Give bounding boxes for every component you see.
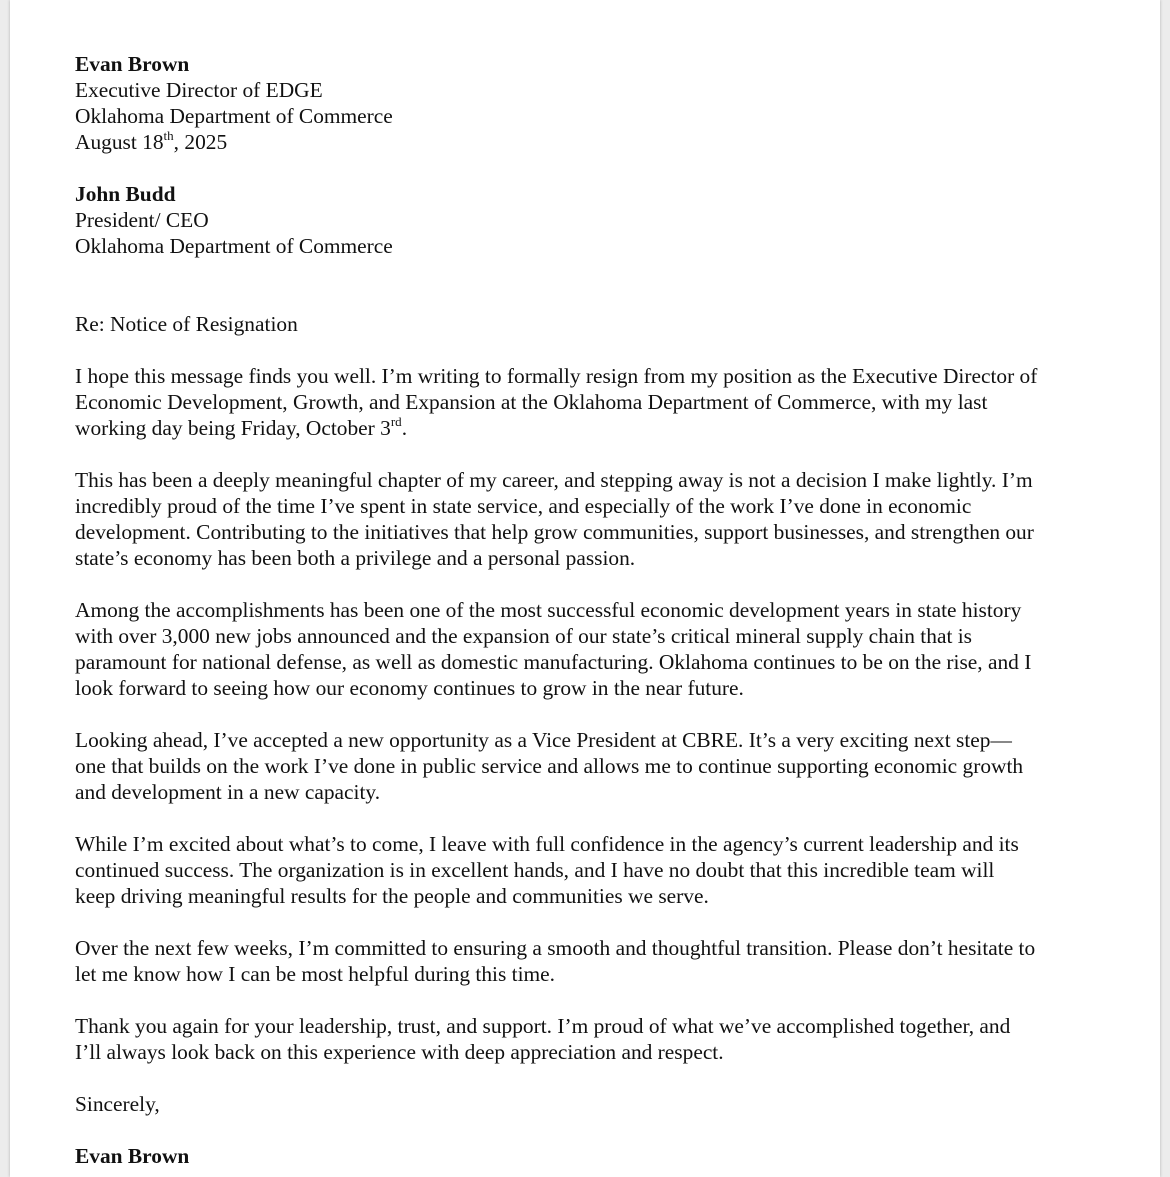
recipient-name: John Budd xyxy=(75,182,176,206)
paragraph-6 xyxy=(75,935,1105,987)
paragraph-2 xyxy=(75,467,1105,571)
paragraph-line: let me know how I can be most helpful during this time. xyxy=(75,962,556,986)
paragraph-line: Looking ahead, I’ve accepted a new opportunity as a Vice President at CBRE. It’s a very exciting next step— xyxy=(75,728,1012,752)
closing-text: Sincerely, xyxy=(75,1092,160,1116)
paragraph-line: incredibly proud of the time I’ve spent in state service, and especially of the work I’ve done in economic xyxy=(75,494,972,518)
paragraph-line: Over the next few weeks, I’m committed to ensuring a smooth and thoughtful transition. Please don’t hesitate to xyxy=(75,936,1036,960)
recipient-organization: Oklahoma Department of Commerce xyxy=(75,234,393,258)
date-superscript: th xyxy=(163,127,174,143)
paragraph-line: and development in a new capacity. xyxy=(75,780,381,804)
paragraph-line: Economic Development, Growth, and Expansion at the Oklahoma Department of Commerce, with my last xyxy=(75,390,988,414)
last-day-superscript: rd xyxy=(390,413,402,429)
sender-name: Evan Brown xyxy=(75,52,190,76)
paragraph-line: development. Contributing to the initiatives that help grow communities, support businesses, and strengthen our xyxy=(75,520,1034,544)
paragraph-line xyxy=(75,415,1105,441)
paragraph-line: Among the accomplishments has been one of the most successful economic development years in state history xyxy=(75,598,1022,622)
closing xyxy=(75,1091,1105,1117)
paragraph-line: I hope this message finds you well. I’m writing to formally resign from my position as the Executive Director of xyxy=(75,364,1038,388)
recipient-block xyxy=(75,181,1105,259)
signature-name: Evan Brown xyxy=(75,1144,190,1168)
document-page xyxy=(10,0,1160,1177)
subject-line xyxy=(75,311,1105,337)
paragraph-line: one that builds on the work I’ve done in public service and allows me to continue supporting economic growth xyxy=(75,754,1024,778)
date-prefix: August 18 xyxy=(75,130,164,154)
letter-body xyxy=(75,51,1105,1169)
paragraph-1 xyxy=(75,363,1105,441)
paragraph-line: This has been a deeply meaningful chapter of my career, and stepping away is not a decision I make lightly. I’m xyxy=(75,468,1033,492)
paragraph-line: with over 3,000 new jobs announced and the expansion of our state’s critical mineral supply chain that is xyxy=(75,624,972,648)
paragraph-line: continued success. The organization is in excellent hands, and I have no doubt that this incredible team will xyxy=(75,858,995,882)
paragraph-line: state’s economy has been both a privilege and a personal passion. xyxy=(75,546,636,570)
sender-title: Executive Director of EDGE xyxy=(75,78,323,102)
paragraph-line: look forward to seeing how our economy continues to grow in the near future. xyxy=(75,676,744,700)
date-suffix: , 2025 xyxy=(173,130,228,154)
paragraph-5 xyxy=(75,831,1105,909)
paragraph-4 xyxy=(75,727,1105,805)
last-day-suffix: . xyxy=(401,416,408,440)
paragraph-line: Thank you again for your leadership, trust, and support. I’m proud of what we’ve accomplished together, and xyxy=(75,1014,1011,1038)
subject-text: Re: Notice of Resignation xyxy=(75,312,298,336)
paragraph-line: I’ll always look back on this experience with deep appreciation and respect. xyxy=(75,1040,724,1064)
last-day-prefix: working day being Friday, October 3 xyxy=(75,416,391,440)
recipient-title: President/ CEO xyxy=(75,208,209,232)
paragraph-7 xyxy=(75,1013,1105,1065)
paragraph-line: keep driving meaningful results for the people and communities we serve. xyxy=(75,884,709,908)
sender-block xyxy=(75,51,1105,155)
paragraph-3 xyxy=(75,597,1105,701)
signature xyxy=(75,1143,1105,1169)
letter-date xyxy=(75,129,1105,155)
paragraph-line: paramount for national defense, as well as domestic manufacturing. Oklahoma continues to be on the rise, and I xyxy=(75,650,1032,674)
paragraph-line: While I’m excited about what’s to come, I leave with full confidence in the agency’s current leadership and its xyxy=(75,832,1019,856)
sender-organization: Oklahoma Department of Commerce xyxy=(75,104,393,128)
